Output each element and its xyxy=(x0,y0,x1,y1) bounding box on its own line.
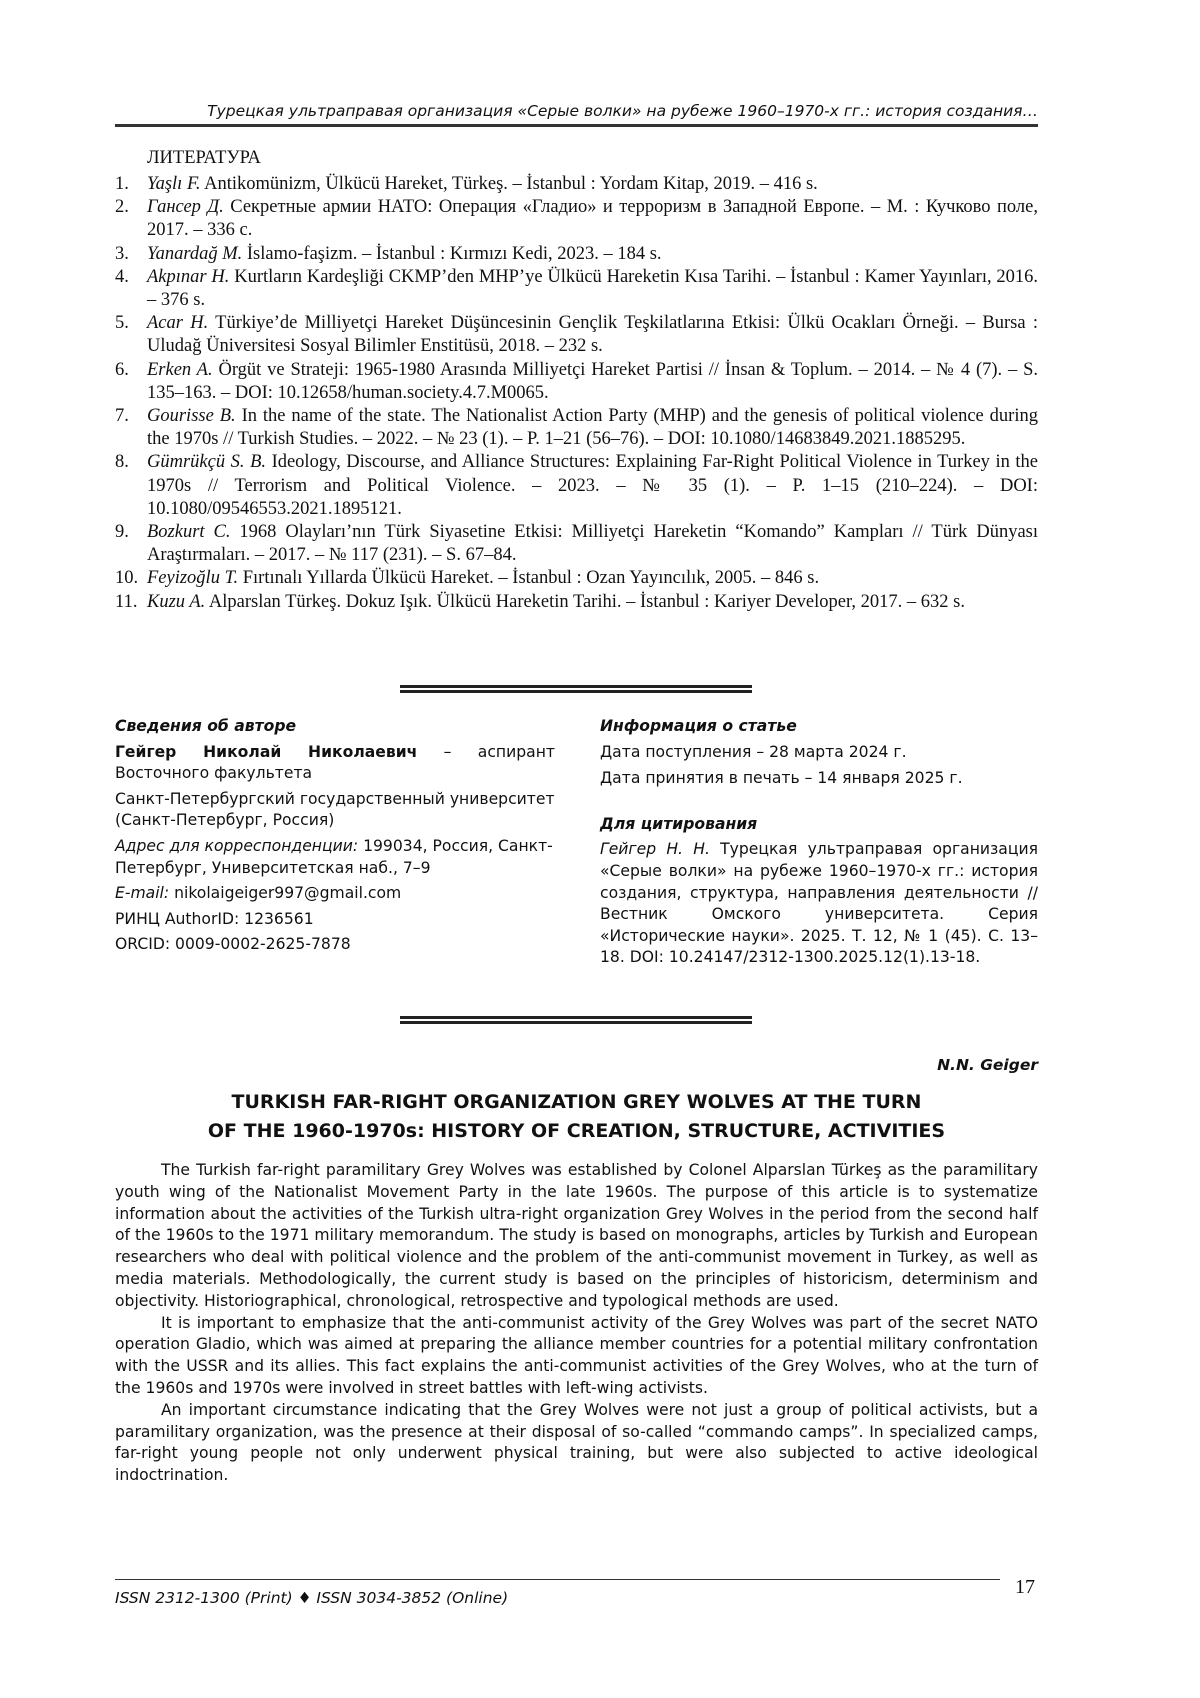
reference-text: Fırtınalı Yıllarda Ülkücü Hareket. – İstanbul : Ozan Yayıncılık, 2005. – 846 s. xyxy=(242,568,820,589)
reference-author: Yaşlı F. xyxy=(147,174,201,194)
reference-author: Yanardağ M. xyxy=(147,243,243,264)
reference-item xyxy=(115,243,1038,266)
citation-body: Турецкая ультраправая организация «Серые волки» на рубеже 1960–1970-х гг.: история создания, структура, направления деятельности // Вестник Омского университета. Серия «Исторические науки». 2025. Т. 12, № 1 (45). С. 13–18. DOI: 10.24147/2312-1300.2025.12(1).13-18. xyxy=(600,840,1038,967)
address-label: Адрес для корреспонденции: xyxy=(115,836,359,855)
reference-item xyxy=(115,405,1038,451)
reference-number: 3. xyxy=(115,243,129,264)
address-value: 199034, Россия, Санкт-Петербург, Университетская наб., 7–9 xyxy=(115,836,553,877)
reference-item xyxy=(115,173,1038,196)
reference-text: İslamo-faşizm. – İstanbul : Kırmızı Kedi, 2023. – 184 s. xyxy=(246,243,662,264)
author-orcid: ORCID: 0009-0002-2625-7878 xyxy=(115,935,351,954)
author-info-heading: Сведения об авторе xyxy=(115,717,297,735)
citation-heading: Для цитирования xyxy=(600,814,758,833)
author-name: Гейгер Николай Николаевич xyxy=(115,742,418,761)
english-title-line: OF THE 1960-1970s: HISTORY OF CREATION, STRUCTURE, ACTIVITIES xyxy=(207,1120,946,1142)
reference-author: Kuzu A. xyxy=(147,591,206,612)
article-info-section xyxy=(600,716,1038,973)
reference-text: Türkiye’de Milliyetçi Hareket Düşüncesinin Gençlik Teşkilatlarına Etkisi: Ülkü Ocakları Örneği. – Bursa : Uludağ Üniversitesi Sosyal Bilimler Enstitüsü, 2018. – 232 s. xyxy=(147,313,1038,357)
reference-author: Гансер Д. xyxy=(147,197,224,218)
reference-number: 2. xyxy=(115,197,129,218)
reference-item xyxy=(115,567,1038,590)
reference-author: Gümrükçü S. B. xyxy=(147,452,266,473)
author-email-line xyxy=(115,883,555,905)
citation-text xyxy=(600,839,1038,969)
reference-item xyxy=(115,196,1038,242)
abstract-paragraph: An important circumstance indicating that the Grey Wolves were not just a group of political activists, but a paramilitary organization, was the presence at their disposal of so-called “commando camps”. In specialized camps, far-right young people not only underwent physical training, but were also subjected to active ideological indoctrination. xyxy=(115,1400,1038,1485)
reference-author: Akpınar H. xyxy=(147,266,230,287)
reference-number: 7. xyxy=(115,406,129,427)
reference-number: 11. xyxy=(115,591,138,612)
author-position: – аспирант Восточного факультета xyxy=(115,742,555,783)
reference-list xyxy=(115,173,1038,614)
reference-author: Acar H. xyxy=(147,313,209,334)
reference-number: 6. xyxy=(115,359,129,380)
section-divider-bottom xyxy=(400,1016,752,1024)
reference-number: 8. xyxy=(115,452,129,473)
reference-item xyxy=(115,591,1038,614)
reference-text: Секретные армии НАТО: Операция «Гладио» и терроризм в Западной Европе. – М. : Кучково поле, 2017. – 336 с. xyxy=(147,197,1038,241)
reference-item xyxy=(115,451,1038,521)
date-received: Дата поступления – 28 марта 2024 г. xyxy=(600,742,907,761)
reference-number: 9. xyxy=(115,522,129,543)
reference-item xyxy=(115,521,1038,567)
footer-rule xyxy=(115,1579,1000,1580)
section-divider-top xyxy=(400,685,752,693)
reference-author: Gourisse B. xyxy=(147,406,236,427)
reference-text: 1968 Olayları’nın Türk Siyasetine Etkisi: Milliyetçi Hareketin “Komando” Kampları // Türk Dünyası Araştırmaları. – 2017. – № 117 (231). – S. 67–84. xyxy=(147,522,1038,566)
reference-text: Alparslan Türkeş. Dokuz Işık. Ülkücü Hareketin Tarihi. – İstanbul : Kariyer Developer, 2017. – 632 s. xyxy=(208,591,965,612)
author-name-line xyxy=(115,742,555,785)
abstract-paragraph: It is important to emphasize that the anti-communist activity of the Grey Wolves was part of the secret NATO operation Gladio, which was aimed at preparing the alliance member countries for a potential military confrontation with the USSR and its allies. This fact explains the anti-communist activities of the Grey Wolves, who at the turn of the 1960s and 1970s were involved in street battles with left-wing activists. xyxy=(115,1313,1038,1397)
english-title xyxy=(115,1088,1038,1146)
reference-number: 5. xyxy=(115,313,129,334)
email-label: E-mail: xyxy=(115,884,170,903)
reference-item xyxy=(115,312,1038,358)
date-accepted: Дата принятия в печать – 14 января 2025 г. xyxy=(600,769,963,788)
reference-text: Kurtların Kardeşliği CKMP’den MHP’ye Ülkücü Hareketin Kısa Tarihi. – İstanbul : Kamer Yayınları, 2016. – 376 s. xyxy=(147,266,1039,311)
reference-text: Ideology, Discourse, and Alliance Structures: Explaining Far-Right Political Violence in Turkey in the 1970s // Terrorism and Political Violence. – 2023. – № 35 (1). – P. 1–15 (210–224). – DOI: 10.1080/09546553.2021.1895121. xyxy=(147,452,1039,519)
reference-text: Antikomünizm, Ülkücü Hareket, Türkeş. – İstanbul : Yordam Kitap, 2019. – 416 s. xyxy=(204,174,818,194)
reference-author: Erken A. xyxy=(147,359,213,380)
author-address xyxy=(115,836,555,879)
author-university: Санкт-Петербургский государственный университет (Санкт-Петербург, Россия) xyxy=(115,789,555,830)
author-rinc-id: РИНЦ AuthorID: 1236561 xyxy=(115,909,314,928)
article-info-heading: Информация о статье xyxy=(600,717,797,735)
reference-author: Feyizoğlu T. xyxy=(147,568,239,589)
reference-number: 4. xyxy=(115,266,129,287)
reference-text: In the name of the state. The Nationalist Action Party (MHP) and the genesis of political violence during the 1970s // Turkish Studies. – 2022. – № 23 (1). – P. 1–21 (56–76). – DOI: 10.1080/14683849.2021.1885295. xyxy=(147,406,1038,450)
header-rule xyxy=(115,124,1038,127)
reference-number: 10. xyxy=(115,568,139,589)
reference-number: 1. xyxy=(115,174,129,194)
references-title: ЛИТЕРАТУРА xyxy=(147,148,261,168)
author-info-section xyxy=(115,716,555,960)
reference-text: Örgüt ve Strateji: 1965-1980 Arasında Milliyetçi Hareket Partisi // İnsan & Toplum. – 2014. – № 4 (7). – S. 135–163. – DOI: 10.12658/human.society.4.7.M0065. xyxy=(147,359,1039,403)
english-author: N.N. Geiger xyxy=(937,1056,1038,1074)
reference-item xyxy=(115,359,1038,405)
reference-author: Bozkurt C. xyxy=(147,522,231,543)
footer-issn: ISSN 2312-1300 (Print) ♦ ISSN 3034-3852 (Online) xyxy=(115,1589,509,1607)
english-title-line: TURKISH FAR-RIGHT ORGANIZATION GREY WOLVES AT THE TURN xyxy=(231,1091,922,1113)
abstract-paragraph: The Turkish far-right paramilitary Grey Wolves was established by Colonel Alparslan Türkeş as the paramilitary youth wing of the Nationalist Movement Party in the late 1960s. The purpose of this article is to systematize information about the activities of the Turkish ultra-right organization Grey Wolves in the period from the second half of the 1960s to the 1971 military memorandum. The study is based on monographs, articles by Turkish and European researchers who deal with political violence and the problem of the anti-communist movement in Turkey, as well as media materials. Methodologically, the current study is based on the principles of historicism, determinism and objectivity. Historiographical, chronological, retrospective and typological methods are used. xyxy=(115,1161,1038,1310)
reference-item xyxy=(115,266,1038,312)
page-number: 17 xyxy=(1015,1576,1035,1598)
email-link[interactable]: nikolaigeiger997@gmail.com xyxy=(169,884,402,903)
running-head: Турецкая ультраправая организация «Серые волки» на рубеже 1960–1970-х гг.: история создания… xyxy=(207,102,1038,120)
citation-author: Гейгер Н. Н. xyxy=(600,840,710,859)
english-abstract xyxy=(115,1160,1038,1487)
